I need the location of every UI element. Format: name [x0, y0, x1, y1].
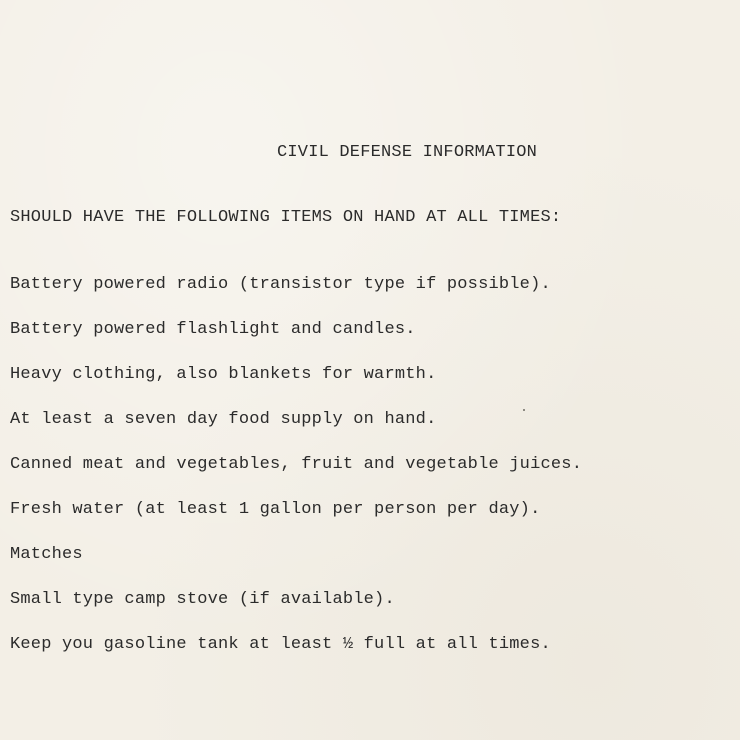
list-item: Battery powered flashlight and candles.	[10, 320, 416, 339]
list-item: Heavy clothing, also blankets for warmth.	[10, 365, 437, 384]
list-item: At least a seven day food supply on hand.	[10, 410, 437, 429]
list-item: Canned meat and vegetables, fruit and vegetable juices.	[10, 455, 583, 474]
document-subheading: SHOULD HAVE THE FOLLOWING ITEMS ON HAND AT ALL TIMES:	[10, 208, 562, 227]
list-item: Battery powered radio (transistor type if possible).	[10, 275, 551, 294]
list-item: Small type camp stove (if available).	[10, 590, 395, 609]
document-title: CIVIL DEFENSE INFORMATION	[277, 143, 538, 162]
supply-list	[10, 274, 582, 679]
list-item: Fresh water (at least 1 gallon per person per day).	[10, 500, 541, 519]
paper-speck	[523, 409, 525, 411]
list-item: Matches	[10, 545, 83, 564]
list-item: Keep you gasoline tank at least ½ full at all times.	[10, 635, 551, 654]
